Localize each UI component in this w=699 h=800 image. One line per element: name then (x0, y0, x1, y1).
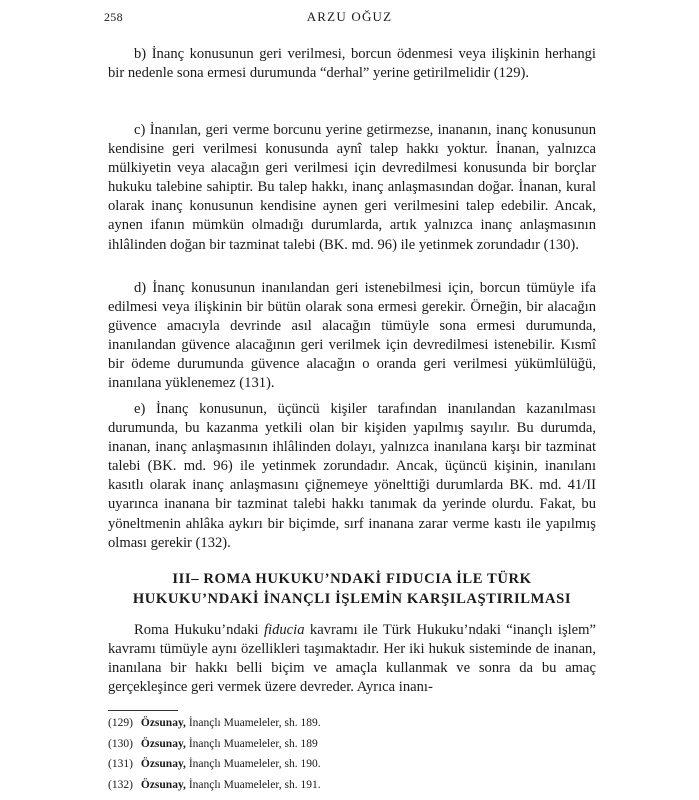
footnote-number: (129) (108, 717, 133, 729)
footnote-number: (132) (108, 778, 133, 791)
paragraph-comparison-start: Roma Hukuku’ndaki (134, 622, 264, 638)
footnote-text: İnançlı Muameleler, sh. 189. (188, 717, 321, 729)
footnotes (108, 713, 596, 795)
footnote-text: İnançlı Muameleler, sh. 190. (188, 758, 321, 771)
footnote-text: İnançlı Muameleler, sh. 191. (188, 778, 321, 791)
footnote (108, 775, 596, 796)
paragraph-c: c) İnanılan, geri verme borcunu yerine getirmezse, inananın, inanç konusunun kendisine geri verilmesi konusunda aynî talep hakkı yoktur. İnanan, yalnızca mülkiyetin veya alacağın geri verilmesi için devredilmesi konusunda bir borçlar hukuku talebine sahiptir. Bu talep hakkı, inanç anlaşmasından doğar. İnanan, kural olarak inanç konusunun kendisine aynen geri verilmesini talep edebilir. Ancak, aynen ifanın mümkün olmadığı durumlarda, artık yalnızca inanç anlaşmasının ihlâlinden doğan bir tazminat talebi (BK. md. 96) ile yetinmek zorundadır (130). (108, 122, 596, 253)
footnote-number: (130) (108, 737, 133, 750)
footnote (108, 713, 596, 734)
paragraph-d: d) İnanç konusunun inanılandan geri istenebilmesi için, borcun tümüyle ifa edilmesi veya ilişkinin bir bütün olarak sona ermesi gerekir. Örneğin, bir alacağın güvence amacıyla devrinde asıl alacağın tümüyle sona ermesi durumunda, inanılandan güvence alacağının geri verilmek için devredilmesi istenebilir. Kısmî bir ödeme durumunda güvence alacağın o oranda geri verilmesi yükümlülüğü, inanılana yüklenemez (131). (108, 280, 596, 392)
section-heading: III– ROMA HUKUKU’NDAKİ FIDUCIA İLE TÜRK HUKUKU’NDAKİ İNANÇLI İŞLEMİN KARŞILAŞTIRILMASI (132, 571, 572, 607)
footnote-author: Özsunay, (140, 717, 186, 729)
footnote-author: Özsunay, (140, 778, 186, 791)
paragraph-b: b) İnanç konusunun geri verilmesi, borcun ödenmesi veya ilişkinin herhangi bir nedenle sona ermesi durumunda “derhal” yerine getirilmelidir (129). (108, 46, 596, 82)
paragraph-comparison-rest: kavramı ile Türk Hukuku’ndaki “inançlı işlem” kavramı tümüyle aynı özellikleri taşımaktadır. Her iki hukuk sisteminde de inanan, inanılana bir hakkı belli biçim ve amaçla kullanmak ve sonra da bu amaç gerçekleşince geri vermek üzere devreder. Ayrıca inanı- (108, 622, 596, 696)
footnote-divider (108, 710, 178, 711)
footnote-author: Özsunay, (140, 737, 186, 750)
footnote-text: İnançlı Muameleler, sh. 189 (188, 737, 318, 750)
footnote-author: Özsunay, (140, 758, 186, 771)
running-head: ARZU OĞUZ (306, 9, 393, 24)
paragraph-e: e) İnanç konusunun, üçüncü kişiler tarafından inanılandan kazanılması durumunda, bu kazanma yetkili olan bir kişiden yapılmış sayılır. Bu durumda, inanan, inanç anlaşmasının ihlâlinden dolayı, yalnızca inanılana karşı bir tazminat talebi (BK. md. 96) ile yetinmek zorundadır. Ancak, üçüncü kişinin, inanılanı kasıtlı olarak inanç anlaşmasını çiğnemeye yönelttiği durumlarda BK. md. 41/II uyarınca inanana bir tazminat talebi hakkı tanımak da yerinde olurdu. Fakat, bu yöneltmenin ahlâka aykırı bir biçimde, sırf inanana zarar verme kastı ile yapılmış olması gerekir (132). (108, 401, 596, 551)
footnote (108, 754, 596, 775)
footnote-number: (131) (108, 758, 133, 771)
paragraph-comparison (108, 621, 596, 697)
term-fiducia: fiducia (263, 622, 305, 638)
page-number: 258 (104, 10, 123, 24)
footnote (108, 734, 596, 755)
